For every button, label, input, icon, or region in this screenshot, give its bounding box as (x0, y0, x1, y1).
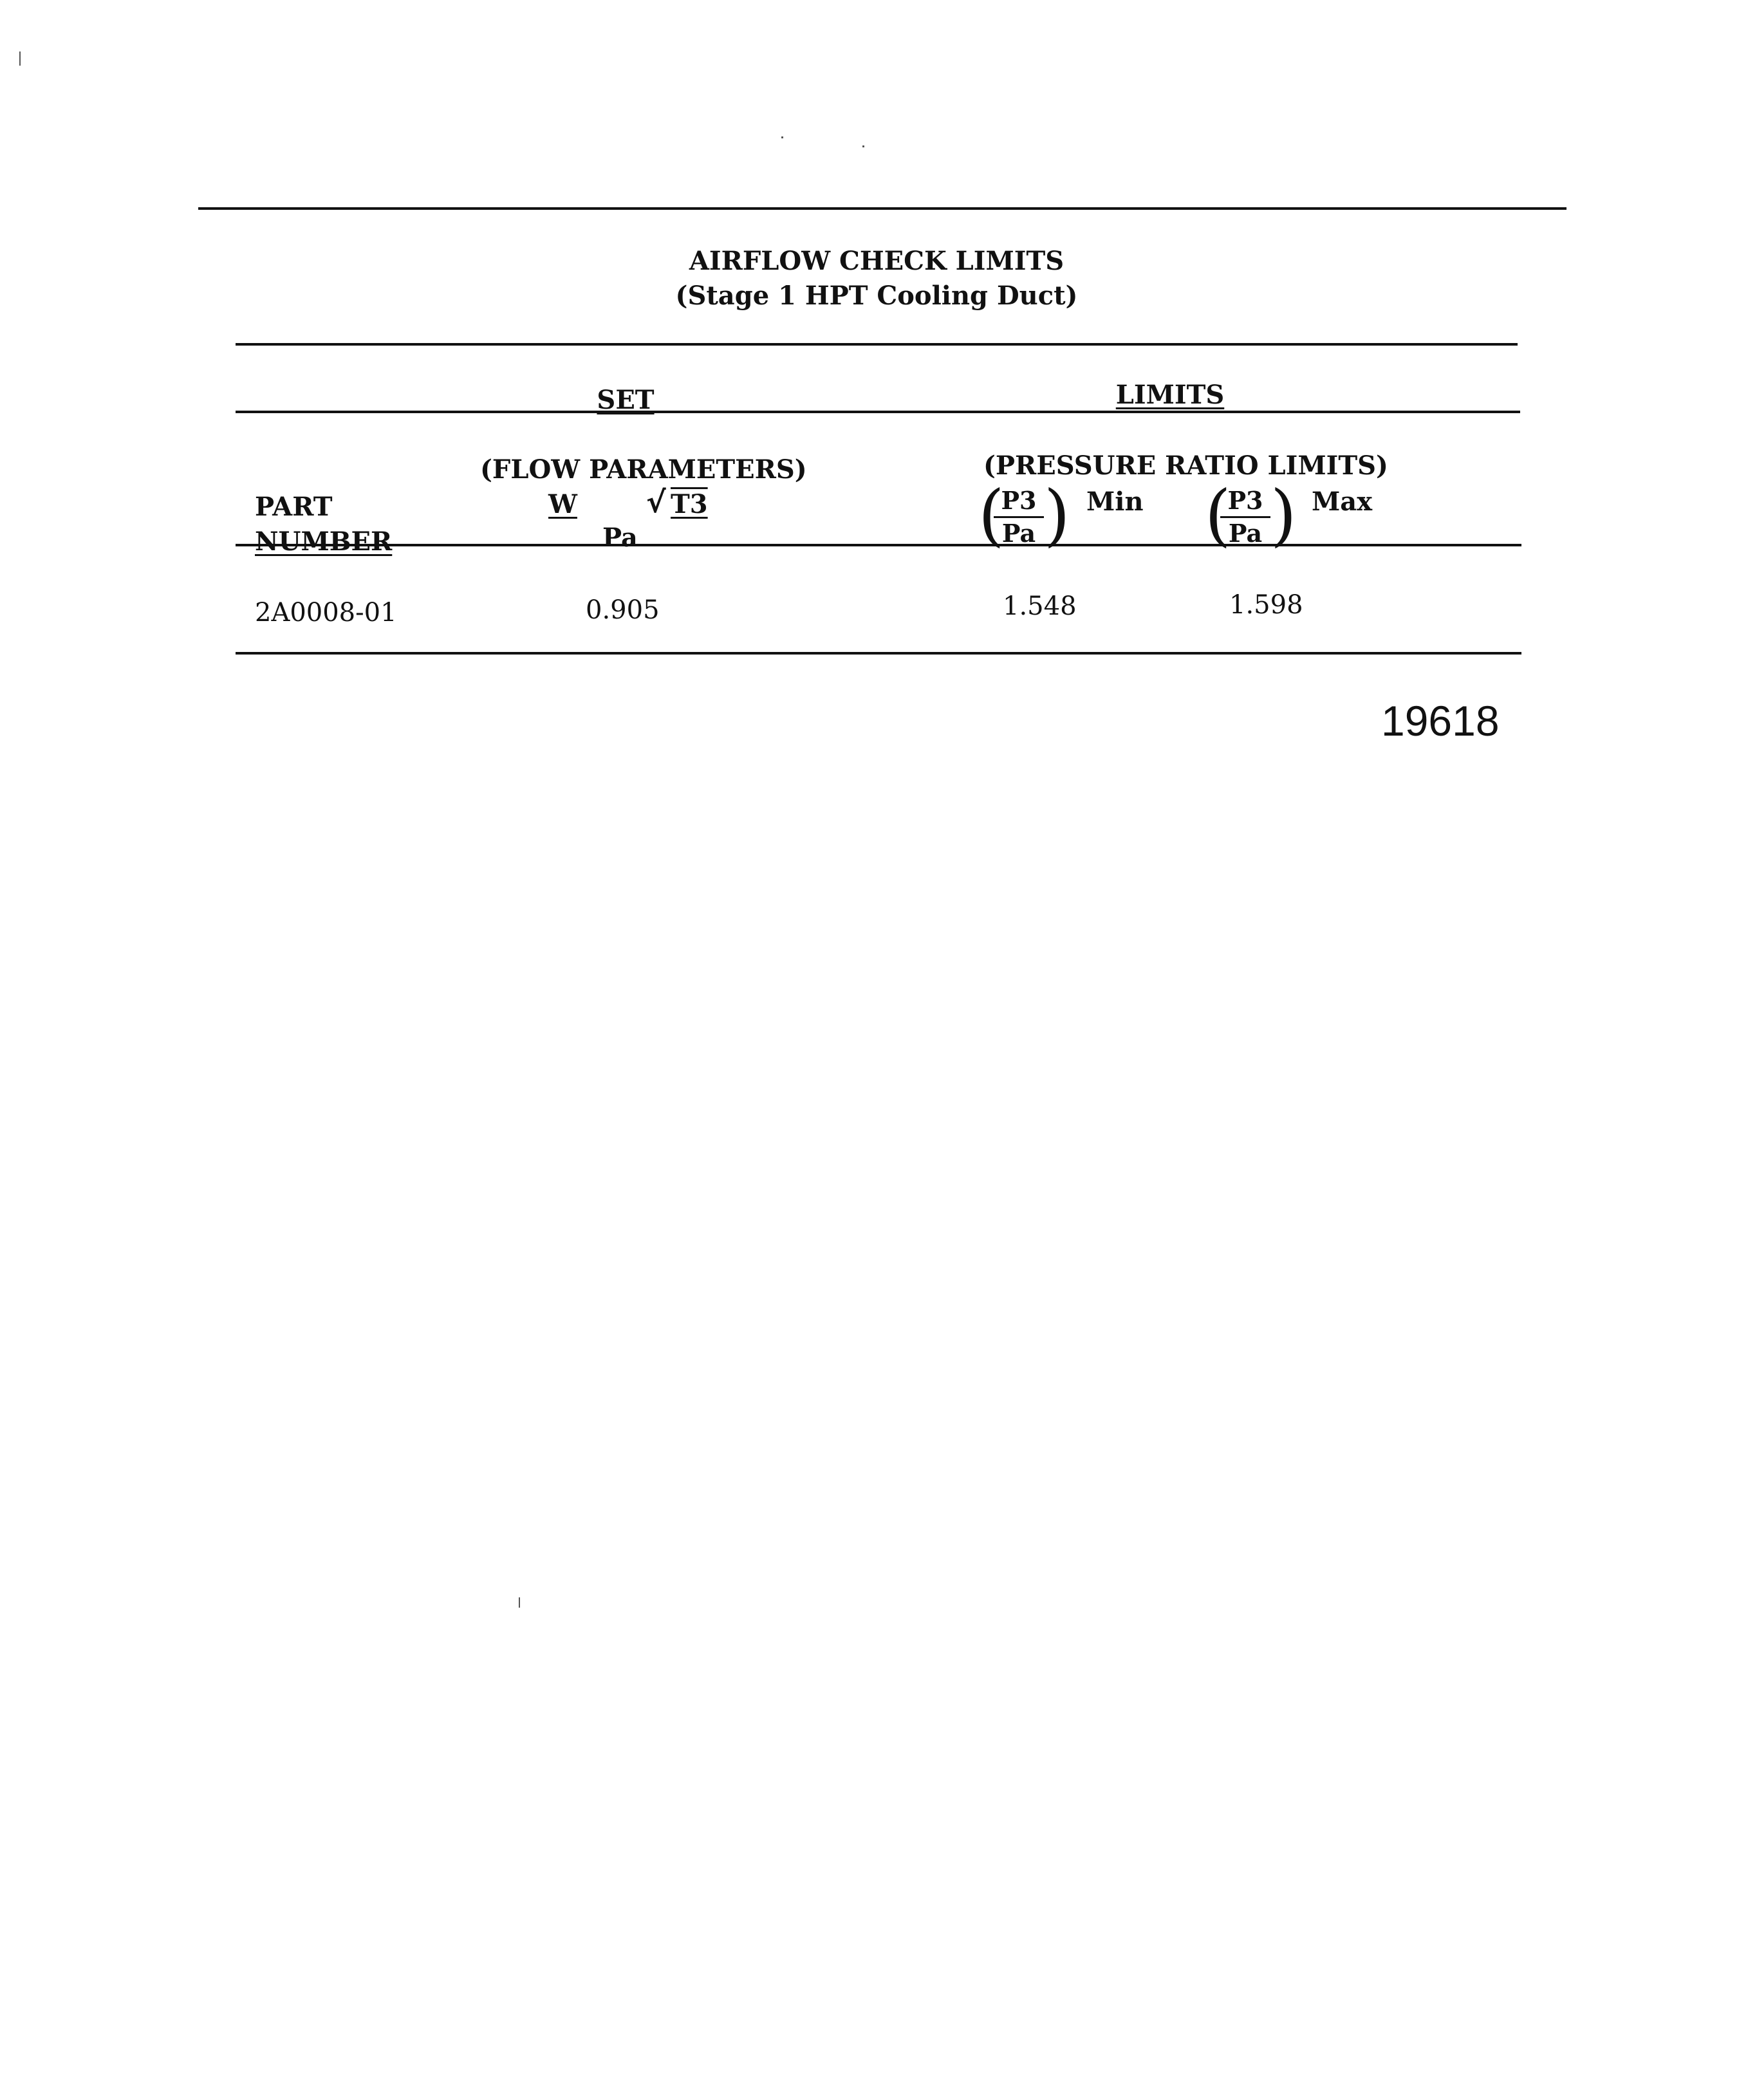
pressure-ratio-max-cell: 1.598 (1229, 590, 1303, 620)
title-bottom-rule (236, 343, 1518, 346)
max-label: Max (1312, 487, 1373, 517)
part-number-cell: 2A0008-01 (255, 598, 397, 627)
page-number: 19618 (1381, 697, 1500, 745)
flow-parameter-cell: 0.905 (586, 595, 660, 625)
flow-denominator: Pa (602, 523, 638, 553)
left-paren-icon: ( (978, 476, 1005, 554)
square-root-icon: √ (646, 485, 666, 519)
right-paren-icon: ) (1270, 476, 1297, 554)
ratio-fraction-max (1220, 487, 1270, 548)
flow-numerator-w: W (548, 489, 577, 519)
part-number-header-line1: PART (255, 492, 333, 522)
page-title: AIRFLOW CHECK LIMITS (689, 246, 1064, 276)
group-header-rule (236, 411, 1520, 413)
flow-numerator-t3: T3 (671, 489, 708, 519)
scan-speck (519, 1597, 520, 1608)
ratio-denominator: Pa (1001, 519, 1036, 548)
page-subtitle: (Stage 1 HPT Cooling Duct) (675, 281, 1078, 311)
table-bottom-rule (236, 652, 1521, 655)
scan-speck (781, 136, 783, 138)
top-rule (198, 207, 1566, 210)
column-header-rule (236, 544, 1521, 546)
pressure-ratio-min-cell: 1.548 (1003, 591, 1077, 621)
scan-speck (862, 145, 864, 147)
right-paren-icon: ) (1044, 476, 1070, 554)
ratio-numerator: P3 (994, 487, 1044, 518)
left-paren-icon: ( (1205, 476, 1231, 554)
set-group-header: SET (597, 385, 655, 415)
part-number-header-line2: NUMBER (255, 526, 393, 557)
flow-parameters-caption: (FLOW PARAMETERS) (480, 454, 807, 485)
scan-speck (19, 51, 21, 66)
ratio-denominator: Pa (1228, 519, 1263, 548)
pressure-ratio-caption: (PRESSURE RATIO LIMITS) (983, 451, 1388, 481)
ratio-numerator: P3 (1220, 487, 1270, 518)
ratio-fraction-min (994, 487, 1044, 548)
min-label: Min (1086, 487, 1144, 517)
limits-group-header: LIMITS (1115, 380, 1225, 410)
